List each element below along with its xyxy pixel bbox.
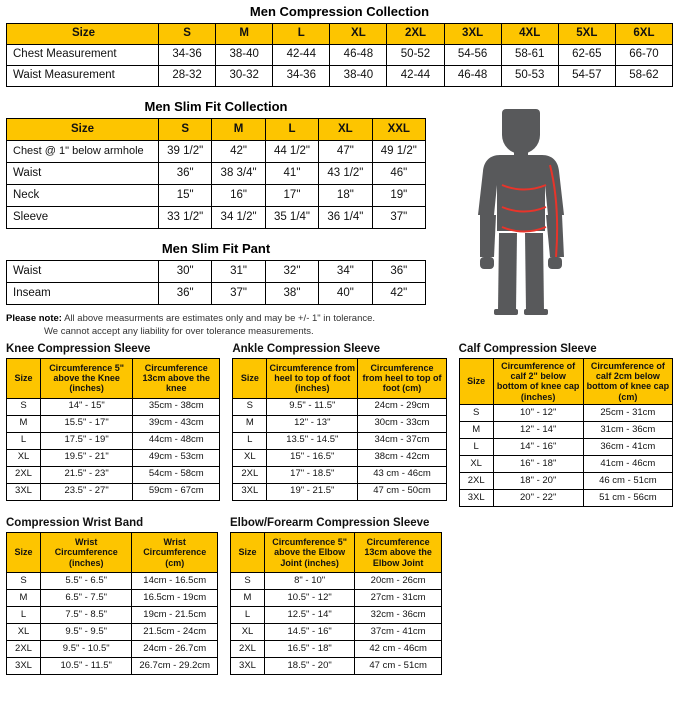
cell-inches: 7.5" - 8.5": [41, 607, 132, 624]
cell: 28-32: [159, 66, 216, 87]
col-xl: XL: [319, 119, 372, 141]
cell: 34-36: [273, 66, 330, 87]
table-row: [7, 641, 218, 658]
cell-inches: 17" - 18.5": [267, 466, 358, 483]
cell-size: XL: [233, 449, 267, 466]
col-s: S: [159, 24, 216, 45]
cell-cm: 32cm - 36cm: [355, 607, 442, 624]
cell-inches: 21.5" - 23": [41, 466, 133, 483]
cell-size: XL: [459, 456, 493, 473]
table-row: [233, 449, 446, 466]
cell-inches: 12" - 14": [493, 422, 583, 439]
cell-cm: 19cm - 21.5cm: [132, 607, 218, 624]
cell-cm: 30cm - 33cm: [358, 415, 446, 432]
col-size: Size: [7, 533, 41, 573]
table-row: [7, 466, 220, 483]
cell-inches: 16.5" - 18": [265, 641, 355, 658]
col-s: S: [159, 119, 212, 141]
cell: 40": [319, 283, 372, 305]
cell: 49 1/2": [372, 141, 425, 163]
table-row: [7, 658, 218, 675]
cell: 58-62: [615, 66, 672, 87]
cell: 34 1/2": [212, 207, 265, 229]
cell: 31": [212, 261, 265, 283]
cell: 38-40: [330, 66, 387, 87]
col-m: M: [212, 119, 265, 141]
cell-inches: 9.5" - 10.5": [41, 641, 132, 658]
cell: 41": [265, 163, 318, 185]
table-row: [7, 432, 220, 449]
cell: 36": [159, 163, 212, 185]
table-row: [459, 405, 672, 422]
cell: 30-32: [216, 66, 273, 87]
cell-inches: 15.5" - 17": [41, 415, 133, 432]
cell-inches: 14.5" - 16": [265, 624, 355, 641]
col-size: Size: [231, 533, 265, 573]
cell-cm: 36cm - 41cm: [583, 439, 672, 456]
cell-cm: 14cm - 16.5cm: [132, 573, 218, 590]
cell-size: XL: [7, 624, 41, 641]
cell-cm: 42 cm - 46cm: [355, 641, 442, 658]
col-cm: Circumference 13cm above the knee: [133, 358, 220, 398]
cell-cm: 41cm - 46cm: [583, 456, 672, 473]
cell: 30": [159, 261, 212, 283]
cell-cm: 49cm - 53cm: [133, 449, 220, 466]
cell-size: 3XL: [7, 483, 41, 500]
cell-cm: 51 cm - 56cm: [583, 490, 672, 507]
cell: 36": [372, 261, 425, 283]
cell-size: M: [459, 422, 493, 439]
cell-cm: 20cm - 26cm: [355, 573, 442, 590]
col-l: L: [273, 24, 330, 45]
col-5xl: 5XL: [558, 24, 615, 45]
cell-cm: 26.7cm - 29.2cm: [132, 658, 218, 675]
cell-size: S: [459, 405, 493, 422]
table-row: [459, 456, 672, 473]
cell-size: XL: [7, 449, 41, 466]
men-slim-pant-table: [6, 260, 426, 305]
col-xl: XL: [330, 24, 387, 45]
cell: 32": [265, 261, 318, 283]
col-inches: Circumference 5" above the Knee (inches): [41, 358, 133, 398]
cell-cm: 38cm - 42cm: [358, 449, 446, 466]
col-inches: Circumference from heel to top of foot (inches): [267, 358, 358, 398]
row-label: Sleeve: [7, 207, 159, 229]
cell-size: S: [7, 398, 41, 415]
knee-title: Knee Compression Sleeve: [6, 342, 151, 355]
cell-cm: 54cm - 58cm: [133, 466, 220, 483]
cell-size: S: [231, 573, 265, 590]
cell-inches: 23.5" - 27": [41, 483, 133, 500]
cell: 58-61: [501, 45, 558, 66]
cell: 39 1/2": [159, 141, 212, 163]
cell: 54-56: [444, 45, 501, 66]
elbow-block: [230, 517, 442, 675]
table-row: [7, 449, 220, 466]
male-body-diagram-icon: [446, 107, 596, 317]
mannequin-figure: [446, 107, 596, 320]
cell: 38": [265, 283, 318, 305]
cell: 16": [212, 185, 265, 207]
calf-block: [459, 343, 673, 507]
cell-inches: 12.5" - 14": [265, 607, 355, 624]
slim-fit-tables: [6, 99, 426, 305]
cell-cm: 27cm - 31cm: [355, 590, 442, 607]
cell: 38 3/4": [212, 163, 265, 185]
table-header-row: [233, 358, 446, 398]
slim-fit-section: [6, 99, 673, 305]
cell: 44 1/2": [265, 141, 318, 163]
cell-size: 3XL: [7, 658, 41, 675]
table-row: [7, 590, 218, 607]
table-row: [7, 45, 673, 66]
cell-cm: 24cm - 26.7cm: [132, 641, 218, 658]
cell-size: L: [459, 439, 493, 456]
cell-inches: 9.5" - 9.5": [41, 624, 132, 641]
table-row: [7, 163, 426, 185]
col-l: L: [265, 119, 318, 141]
note-line1: All above measurments are estimates only and may be +/- 1" in tolerance.: [61, 313, 376, 324]
cell-size: 2XL: [7, 641, 41, 658]
table-header-row: [7, 533, 218, 573]
cell: 46": [372, 163, 425, 185]
cell-size: 2XL: [233, 466, 267, 483]
wrist-table: [6, 532, 218, 675]
cell: 37": [372, 207, 425, 229]
cell-inches: 12" - 13": [267, 415, 358, 432]
table-row: [459, 439, 672, 456]
col-inches: Wrist Circumference (inches): [41, 533, 132, 573]
cell-size: S: [233, 398, 267, 415]
cell: 42": [212, 141, 265, 163]
cell-cm: 25cm - 31cm: [583, 405, 672, 422]
cell-cm: 44cm - 48cm: [133, 432, 220, 449]
col-size: Size: [459, 358, 493, 404]
cell: 46-48: [444, 66, 501, 87]
col-inches: Circumference 5" above the Elbow Joint (inches): [265, 533, 355, 573]
cell-inches: 14" - 16": [493, 439, 583, 456]
knee-block: [6, 343, 220, 507]
calf-table: [459, 358, 673, 507]
cell-inches: 19" - 21.5": [267, 483, 358, 500]
note-lead: Please note:: [6, 313, 62, 324]
cell: 37": [212, 283, 265, 305]
cell: 36": [159, 283, 212, 305]
cell-inches: 8" - 10": [265, 573, 355, 590]
row-label: Neck: [7, 185, 159, 207]
table-row: [231, 607, 442, 624]
cell-cm: 59cm - 67cm: [133, 483, 220, 500]
cell-inches: 16" - 18": [493, 456, 583, 473]
table-row: [7, 141, 426, 163]
lower-tables-row-1: [6, 343, 673, 507]
cell: 50-53: [501, 66, 558, 87]
men-compression-table: [6, 23, 673, 87]
table-header-row: [7, 358, 220, 398]
table-row: [231, 573, 442, 590]
cell-size: 2XL: [7, 466, 41, 483]
cell-size: 3XL: [231, 658, 265, 675]
table-row: [7, 283, 426, 305]
table-row: [233, 466, 446, 483]
cell: 19": [372, 185, 425, 207]
cell: 62-65: [558, 45, 615, 66]
table-header-row: [459, 358, 672, 404]
col-cm: Circumference from heel to top of foot (cm): [358, 358, 446, 398]
table-row: [7, 207, 426, 229]
col-size: Size: [7, 358, 41, 398]
cell-cm: 37cm - 41cm: [355, 624, 442, 641]
cell-cm: 34cm - 37cm: [358, 432, 446, 449]
table-row: [7, 607, 218, 624]
cell-inches: 14" - 15": [41, 398, 133, 415]
table-row: [231, 641, 442, 658]
cell-cm: 16.5cm - 19cm: [132, 590, 218, 607]
cell: 35 1/4": [265, 207, 318, 229]
cell: 34": [319, 261, 372, 283]
cell-cm: 31cm - 36cm: [583, 422, 672, 439]
calf-title: Calf Compression Sleeve: [458, 342, 597, 355]
table-row: [459, 422, 672, 439]
col-m: M: [216, 24, 273, 45]
cell: 46-48: [330, 45, 387, 66]
note-line2: We cannot accept any liability for over tolerance measurements.: [44, 325, 314, 337]
table-row: [459, 473, 672, 490]
cell: 36 1/4": [319, 207, 372, 229]
table-row: [7, 66, 673, 87]
cell-size: 3XL: [233, 483, 267, 500]
table-row: [7, 483, 220, 500]
table-row: [231, 658, 442, 675]
men-slim-title: Men Slim Fit Collection: [144, 99, 288, 114]
cell-inches: 6.5" - 7.5": [41, 590, 132, 607]
row-label: Chest @ 1" below armhole: [7, 141, 159, 163]
cell: 17": [265, 185, 318, 207]
cell: 54-57: [558, 66, 615, 87]
cell-inches: 15" - 16.5": [267, 449, 358, 466]
col-cm: Circumference 13cm above the Elbow Joint: [355, 533, 442, 573]
table-row: [233, 432, 446, 449]
table-row: [233, 398, 446, 415]
table-row: [7, 415, 220, 432]
cell-cm: 46 cm - 51cm: [583, 473, 672, 490]
ankle-block: [232, 343, 446, 507]
cell-size: L: [231, 607, 265, 624]
wrist-title: Compression Wrist Band: [6, 517, 144, 529]
col-3xl: 3XL: [444, 24, 501, 45]
ankle-table: [232, 358, 446, 501]
elbow-title: Elbow/Forearm Compression Sleeve: [230, 517, 430, 529]
cell-inches: 10" - 12": [493, 405, 583, 422]
cell-size: 3XL: [459, 490, 493, 507]
wrist-block: [6, 517, 218, 675]
cell-inches: 13.5" - 14.5": [267, 432, 358, 449]
cell: 34-36: [159, 45, 216, 66]
row-label: Waist: [7, 261, 159, 283]
cell-cm: 21.5cm - 24cm: [132, 624, 218, 641]
cell: 66-70: [615, 45, 672, 66]
cell-size: S: [7, 573, 41, 590]
table-row: [231, 590, 442, 607]
cell-size: L: [233, 432, 267, 449]
men-slim-fit-table: [6, 118, 426, 229]
knee-table: [6, 358, 220, 501]
cell: 15": [159, 185, 212, 207]
cell-size: M: [231, 590, 265, 607]
col-6xl: 6XL: [615, 24, 672, 45]
cell-size: L: [7, 607, 41, 624]
cell: 50-52: [387, 45, 444, 66]
cell: 43 1/2": [319, 163, 372, 185]
col-size: Size: [7, 24, 159, 45]
cell-size: M: [7, 590, 41, 607]
row-label: Waist: [7, 163, 159, 185]
table-row: [7, 624, 218, 641]
col-cm: Wrist Circumference (cm): [132, 533, 218, 573]
cell-inches: 9.5" - 11.5": [267, 398, 358, 415]
col-cm: Circumference of calf 2cm below bottom of knee cap (cm): [583, 358, 672, 404]
col-size: Size: [233, 358, 267, 398]
cell-size: M: [7, 415, 41, 432]
cell-inches: 17.5" - 19": [41, 432, 133, 449]
table-row: [231, 624, 442, 641]
cell: 38-40: [216, 45, 273, 66]
cell-inches: 10.5" - 12": [265, 590, 355, 607]
row-label: Inseam: [7, 283, 159, 305]
men-compression-title: Men Compression Collection: [249, 4, 430, 19]
col-4xl: 4XL: [501, 24, 558, 45]
table-row: [7, 573, 218, 590]
table-row: [233, 415, 446, 432]
cell-cm: 43 cm - 46cm: [358, 466, 446, 483]
cell-size: 2XL: [459, 473, 493, 490]
figure-column: [426, 99, 666, 305]
table-header-row: [231, 533, 442, 573]
row-label: Waist Measurement: [7, 66, 159, 87]
cell-inches: 18.5" - 20": [265, 658, 355, 675]
col-2xl: 2XL: [387, 24, 444, 45]
cell: 42": [372, 283, 425, 305]
col-size: Size: [7, 119, 159, 141]
table-row: [7, 398, 220, 415]
cell-inches: 10.5" - 11.5": [41, 658, 132, 675]
col-xxl: XXL: [372, 119, 425, 141]
cell-inches: 19.5" - 21": [41, 449, 133, 466]
lower-tables-row-2: [6, 517, 673, 675]
cell-cm: 35cm - 38cm: [133, 398, 220, 415]
ankle-title: Ankle Compression Sleeve: [232, 342, 380, 355]
table-row: [7, 261, 426, 283]
table-row: [7, 185, 426, 207]
row-label: Chest Measurement: [7, 45, 159, 66]
cell: 47": [319, 141, 372, 163]
cell: 42-44: [273, 45, 330, 66]
col-inches: Circumference of calf 2" below bottom of knee cap (inches): [493, 358, 583, 404]
cell-cm: 24cm - 29cm: [358, 398, 446, 415]
table-header-row: [7, 24, 673, 45]
cell-size: 2XL: [231, 641, 265, 658]
cell-cm: 39cm - 43cm: [133, 415, 220, 432]
cell: 33 1/2": [159, 207, 212, 229]
cell-cm: 47 cm - 50cm: [358, 483, 446, 500]
cell-size: M: [233, 415, 267, 432]
table-row: [233, 483, 446, 500]
cell-cm: 47 cm - 51cm: [355, 658, 442, 675]
cell-inches: 5.5" - 6.5": [41, 573, 132, 590]
elbow-table: [230, 532, 442, 675]
men-slim-pant-title: Men Slim Fit Pant: [161, 241, 271, 256]
table-header-row: [7, 119, 426, 141]
cell-inches: 18" - 20": [493, 473, 583, 490]
table-row: [459, 490, 672, 507]
cell-size: XL: [231, 624, 265, 641]
cell: 18": [319, 185, 372, 207]
cell-size: L: [7, 432, 41, 449]
cell: 42-44: [387, 66, 444, 87]
cell-inches: 20" - 22": [493, 490, 583, 507]
